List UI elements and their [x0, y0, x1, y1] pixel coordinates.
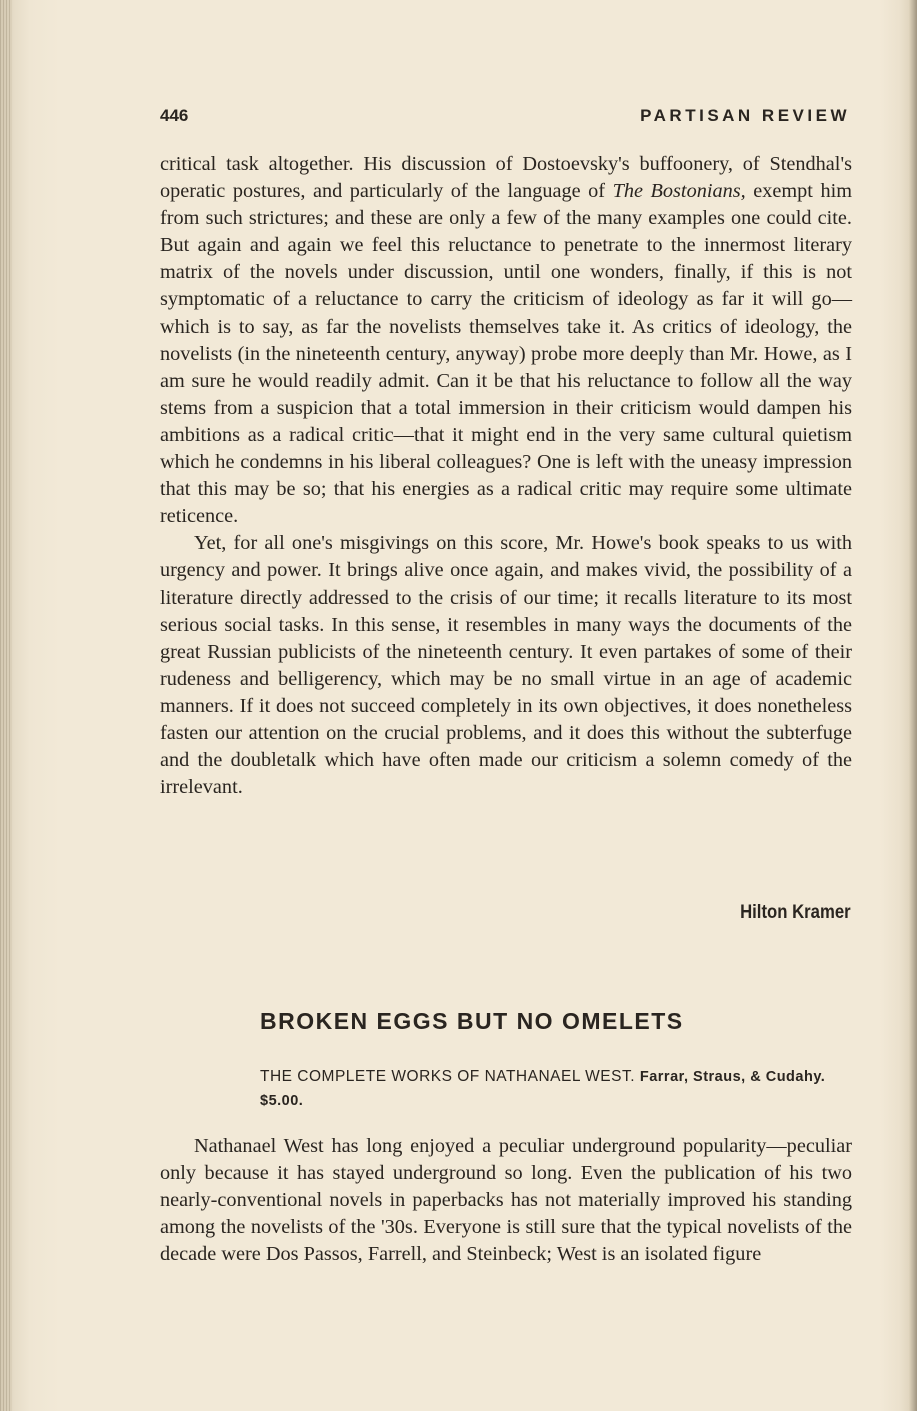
text-segment: critical task altogether. His discussion of Dostoevsky's buffoonery, of Stendhal's operatic postures, and particularly of the language of: [160, 153, 852, 203]
text-segment: Yet, for all one's misgivings on this score, Mr. Howe's book speaks to us with urgency and power. It brings alive once again, and makes vivid, the possibility of a literature directly addressed to the crisis of our time; it recalls literature to its most serious social tasks. In this sense, it resembles in many ways the documents of the great Russian publicists of the nineteenth century. It even partakes of some of their rudeness and belligerency, which may be no small virtue in an age of academic manners. If it does not succeed completely in its own objectives, it does nonetheless fasten our attention on the crucial problems, and it does this without the subterfuge and the doubletalk which have often made our criticism a solemn comedy of the irrelevant.: [160, 532, 852, 799]
page-number: 446: [160, 106, 189, 125]
italic-title: The Bostonians,: [612, 180, 746, 203]
review-paragraph: [160, 151, 852, 530]
book-citation: [260, 1065, 852, 1113]
text-segment: exempt him from such strictures; and these are only a few of the many examples one could cite. But again and again we feel this reluctance to penetrate to the innermost literary matrix of the novels under discussion, until one wonders, finally, if this is not symptomatic of a reluctance to carry the criticism of ideology as far it will go—which is to say, as far the novelists themselves take it. As critics of ideology, the novelists (in the nineteenth century, anyway) probe more deeply than Mr. Howe, as I am sure he would readily admit. Can it be that his reluctance to follow all the way stems from a suspicion that a total immersion in their criticism would dampen his ambitions as a radical critic—that it might end in the very same cultural quietism which he condemns in his liberal colleagues? One is left with the uneasy impression that this may be so; that his energies as a radical critic may require some ultimate reticence.: [160, 180, 852, 528]
review-body-west: [160, 1133, 852, 1268]
running-header: [160, 106, 850, 130]
review-paragraph: Nathanael West has long enjoyed a peculiar underground popularity—peculiar only because it has stayed underground so long. Even the publication of his two nearly-conventional novels in paperbacks has not materially improved his standing among the novelists of the '30s. Everyone is still sure that the typical novelists of the decade were Dos Passos, Farrell, and Steinbeck; West is an isolated figure: [160, 1135, 852, 1266]
page-edge-shadow: [909, 0, 917, 1411]
publisher-info: Farrar, Straus, & Cudahy. $5.00.: [260, 1069, 826, 1109]
journal-title: PARTISAN REVIEW: [640, 106, 850, 125]
reviewer-signature: Hilton Kramer: [740, 902, 851, 923]
review-paragraph: [160, 530, 852, 801]
review-title: BROKEN EGGS BUT NO OMELETS: [260, 1008, 684, 1034]
book-title: THE COMPLETE WORKS OF NATHANAEL WEST.: [260, 1068, 636, 1085]
review-body-kramer: [160, 151, 852, 801]
page-gutter: [0, 0, 12, 1411]
